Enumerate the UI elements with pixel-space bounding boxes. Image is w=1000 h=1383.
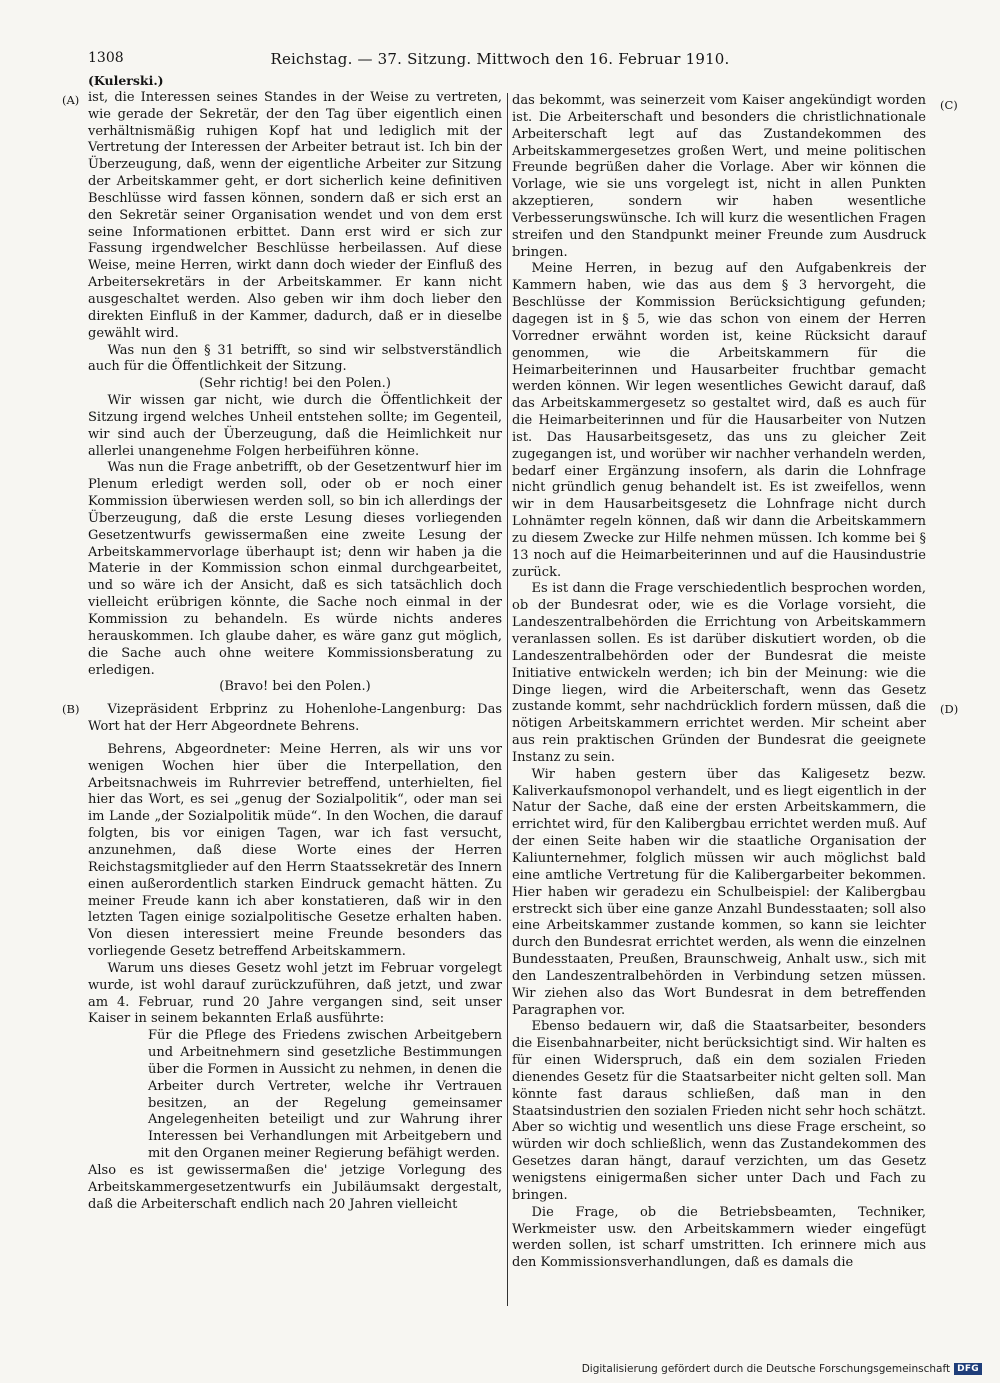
paragraph: ist, die Interessen seines Standes in der Weise zu vertreten, wie gerade der Sekretär, der den Tag über eigentlich einen verhältnismäßig ruhigen Kopf hat und lediglich mit der Vertretung der Interessen der Arbeiter betraut ist. Ich bin der Überzeugung, daß, wenn der eigentliche Arbeiter zur Sitzung der Arbeitskammer geht, er dort sicherlich keine definitiven Beschlüsse wird fassen können, sondern daß er sich erst an den Sekretär seiner Organisation wendet und von dem erst seine Informationen erbittet. Dann erst wird er sich zur Fassung irgendwelcher Beschlüsse herbeilassen. Auf diese Weise, meine Herren, wirkt dann doch wieder der Einfluß des Arbeitersekretärs in der Arbeitskammer. Er kann nicht ausgeschaltet werden. Also geben wir ihm doch lieber den direkten Einfluß in der Kammer, dadurch, daß er in dieselbe gewählt wird. — [88, 89, 502, 341]
margin-mark-b: (B) — [62, 702, 80, 716]
paragraph: Wir haben gestern über das Kaligesetz bezw. Kaliverkaufsmonopol verhandelt, und es liegt eigentlich in der Natur der Sache, daß eine der ersten Arbeitskammern, die errichtet wird, für den Kalibergbau errichtet werden muß. Auf der einen Seite haben wir die staatliche Organisation der Kaliunternehmer, folglich müssen wir auch möglichst bald eine amtliche Vertretung für die Kalibergarbeiter bekommen. Hier haben wir geradezu ein Schulbeispiel: der Kalibergbau erstreckt sich über eine ganze Anzahl Bundesstaaten; soll also eine Arbeitskammer zustande kommen, so kann sie leichter durch den Bundesrat errichtet werden, als wenn die einzelnen Bundesstaaten, Preußen, Braunschweig, Anhalt usw., sich mit den Landeszentralbehörden in Verbindung setzen müssen. Wir ziehen also das Wort Bundesrat in dem betreffenden Paragraphen vor. — [512, 766, 926, 1018]
paragraph: Was nun die Frage anbetrifft, ob der Gesetzentwurf hier im Plenum erledigt werden soll, oder ob er noch einer Kommission überwiesen werden soll, so bin ich allerdings der Überzeugung, daß die erste Lesung dieses vorliegenden Gesetzentwurfs gewissermaßen eine zweite Lesung der Arbeitskammervorlage überhaupt ist; denn wir haben ja die Materie in der Kommission schon einmal durchgearbeitet, und so wäre ich der Ansicht, daß es sich tatsächlich doch vielleicht erübrigen könnte, die Sache noch einmal in der Kommission zu behandeln. Es würde nichts anderes herauskommen. Ich glaube daher, es wäre ganz gut möglich, die Sache auch ohne weitere Kommissionsberatung zu erledigen. — [88, 460, 502, 678]
right-column — [512, 93, 926, 1272]
footer-credit — [582, 1363, 982, 1375]
page-number: 1308 — [88, 50, 124, 66]
quotation: Für die Pflege des Friedens zwischen Arbeitgebern und Arbeitnehmern sind gesetzliche Bestimmungen über die Formen in Aussicht zu nehmen, in denen die Arbeiter durch Vertreter, welche ihr Vertrauen besitzen, an der Regelung gemeinsamer Angelegenheiten beteiligt und zur Wahrung ihrer Interessen bei Verhandlungen mit Arbeitgebern und mit den Organen meiner Regierung befähigt werden. — [148, 1028, 502, 1162]
left-column — [88, 73, 502, 1214]
margin-mark-c: (C) — [940, 98, 958, 112]
paragraph: Also es ist gewissermaßen die' jetzige Vorlegung des Arbeitskammergesetzentwurfs ein Jubiläumsakt dergestalt, daß die Arbeiterschaft endlich nach 20 Jahren vielleicht — [88, 1163, 502, 1212]
dfg-logo-icon: DFG — [954, 1363, 982, 1375]
speaker-tag: (Kulerski.) — [88, 73, 164, 88]
paragraph: Die Frage, ob die Betriebsbeamten, Techniker, Werkmeister usw. den Arbeitskammern wieder eingefügt werden sollen, ist scharf umstritten. Ich erinnere mich aus den Kommissionsverhandlungen, daß es damals die — [512, 1204, 926, 1271]
interjection: (Bravo! bei den Polen.) — [219, 679, 371, 695]
paragraph: Was nun den § 31 betrifft, so sind wir selbstverständlich auch für die Öffentlichkeit der Sitzung. — [88, 342, 502, 375]
speaker-announcement: Vizepräsident Erbprinz zu Hohenlohe-Langenburg: Das Wort hat der Herr Abgeordnete Behrens. — [88, 702, 502, 735]
footer-credit-text: Digitalisierung gefördert durch die Deutsche Forschungsgemeinschaft — [581, 1363, 951, 1375]
paragraph: Meine Herren, in bezug auf den Aufgabenkreis der Kammern haben, wie das aus dem § 3 hervorgeht, die Beschlüsse der Kommission Berücksichtigung gefunden; dagegen ist in § 5, wie das schon von einem der Herren Vorredner erwähnt worden ist, keine Rücksicht darauf genommen, wie die Arbeitskammern für die Heimarbeiterinnen und Hausarbeiter fruchtbar gemacht werden können. Wir legen wesentliches Gewicht darauf, daß das Arbeitskammergesetz so gestaltet wird, daß es auch für die Heimarbeiterinnen und für die Hausarbeiter von Nutzen ist. Das Hausarbeitsgesetz, das uns zu gleicher Zeit zugegangen ist, und worüber wir nachher verhandeln werden, bedarf einer Ergänzung insofern, als darin die Lohnfrage nicht gründlich genug behandelt ist. Es ist zweifellos, wenn wir in dem Hausarbeitsgesetz die Lohnfrage nicht durch Lohnämter regeln können, daß wir dann die Arbeitskammern zu diesem Zwecke zur Hilfe nehmen müssen. Ich komme bei § 13 noch auf die Heimarbeiterinnen und auf die Hausindustrie zurück. — [512, 261, 926, 580]
paragraph: Wir wissen gar nicht, wie durch die Öffentlichkeit der Sitzung irgend welches Unheil entstehen sollte; im Gegenteil, wir sind auch der Überzeugung, daß die Heimlichkeit nur allerlei unangenehme Folgen herbeiführen könne. — [88, 393, 502, 459]
quotation-block — [88, 1028, 502, 1163]
interjection: (Sehr richtig! bei den Polen.) — [199, 376, 391, 392]
margin-mark-a: (A) — [62, 93, 80, 107]
column-divider — [507, 93, 508, 1306]
paragraph: Behrens, Abgeordneter: Meine Herren, als wir uns vor wenigen Wochen hier über die Interpellation, den Arbeitsnachweis im Ruhrrevier betreffend, unterhielten, fiel hier das Wort, es sei „genug der Sozialpolitik“, oder man sei im Lande „der Sozialpolitik müde“. In den Wochen, die darauf folgten, bis vor einigen Tagen, war ich fast versucht, anzunehmen, daß diese Worte eines der Herren Reichstagsmitglieder auf den Herrn Staatssekretär des Innern einen außerordentlich starken Eindruck gemacht hätten. Zu meiner Freude kann ich aber konstatieren, daß wir in den letzten Tagen einige sozialpolitische Gesetze erhalten haben. Von diesen interessiert meine Freunde besonders das vorliegende Gesetz betreffend Arbeitskammern. — [88, 741, 502, 960]
paragraph: das bekommt, was seinerzeit vom Kaiser angekündigt worden ist. Die Arbeiterschaft und besonders die christlichnationale Arbeiterschaft legt auf das Zustandekommen des Arbeitskammergesetzes großen Wert, und meine politischen Freunde begrüßen daher die Vorlage. Aber wir können die Vorlage, wie sie uns vorgelegt ist, nicht in allen Punkten akzeptieren, sondern wir haben wesentliche Verbesserungswünsche. Ich will kurz die wesentlichen Fragen streifen und den Standpunkt meiner Freunde zum Ausdruck bringen. — [512, 93, 926, 260]
paragraph: Es ist dann die Frage verschiedentlich besprochen worden, ob der Bundesrat oder, wie es die Vorlage vorsieht, die Landeszentralbehörden die Errichtung von Arbeitskammern veranlassen sollen. Es ist darüber diskutiert worden, ob die Landeszentralbehörden oder der Bundesrat die meiste Initiative entwickeln werden; ich bin der Meinung: wie die Dinge liegen, wird die Arbeiterschaft, wenn das Gesetz zustande kommt, sehr nachdrücklich fordern müssen, daß die nötigen Arbeitskammern errichtet werden. Mir scheint aber aus rein praktischen Gründen der Bundesrat die geeignete Instanz zu sein. — [512, 581, 926, 765]
paragraph: Warum uns dieses Gesetz wohl jetzt im Februar vorgelegt wurde, ist wohl darauf zurückzuführen, daß jetzt, und zwar am 4. Februar, rund 20 Jahre vergangen sind, seit unser Kaiser in seinem bekannten Erlaß ausführte: — [88, 960, 502, 1027]
margin-mark-d: (D) — [940, 702, 959, 716]
paragraph: Ebenso bedauern wir, daß die Staatsarbeiter, besonders die Eisenbahnarbeiter, nicht berücksichtigt sind. Wir halten es für einen Widerspruch, daß ein dem sozialen Frieden dienendes Gesetz für die Staatsarbeiter nicht gelten soll. Man könnte fast daraus schließen, daß man in den Staatsindustrien den sozialen Frieden nicht sehr hoch schätzt. Aber so wichtig und wesentlich uns diese Frage erscheint, so würden wir doch schließlich, wenn das Zustandekommen des Gesetzes daran hängt, darauf verzichten, um das Gesetz wenigstens einigermaßen sicher unter Dach und Fach zu bringen. — [512, 1019, 926, 1203]
running-header: Reichstag. — 37. Sitzung. Mittwoch den 16. Februar 1910. — [270, 50, 730, 68]
